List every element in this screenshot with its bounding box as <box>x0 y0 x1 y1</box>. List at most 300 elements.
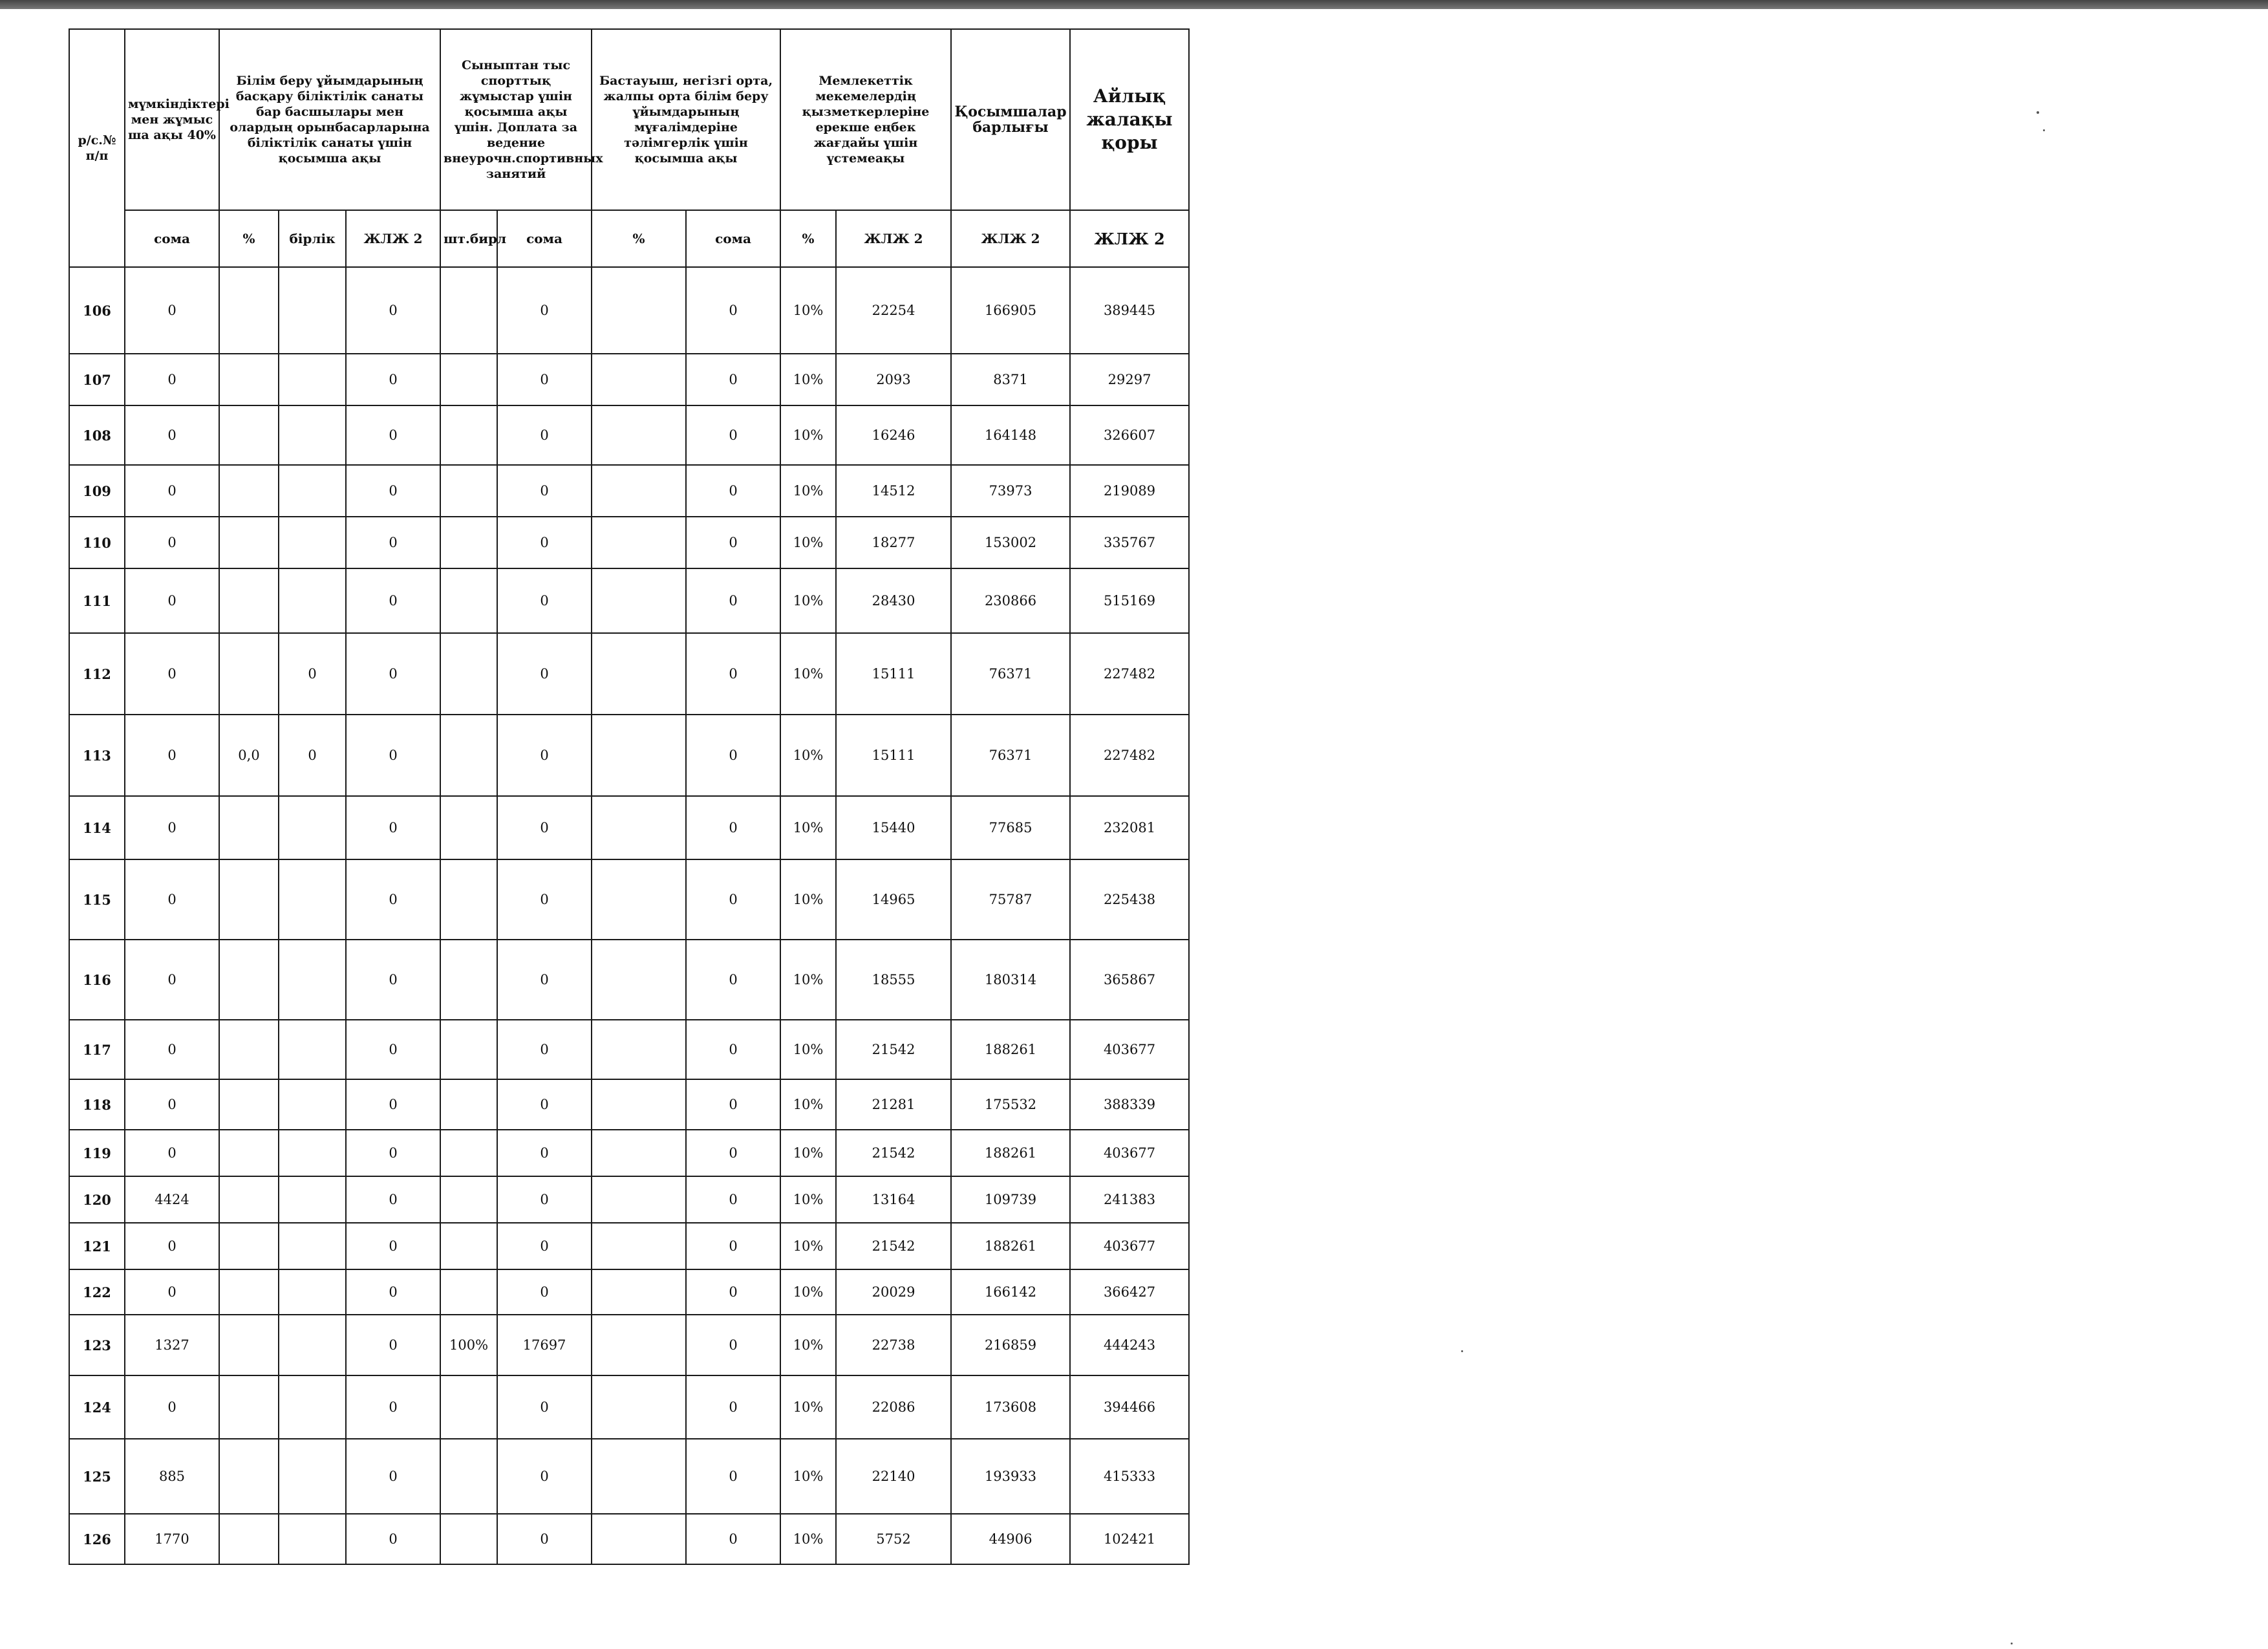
cell-d-sum: 0 <box>686 354 780 405</box>
cell-e-zhlzh: 14512 <box>836 465 951 517</box>
header-col-b: Білім беру ұйымдарының басқару біліктілік санаты бар басшылары мен олардың орынбасарларына біліктілік санаты үшін қосымша ақы <box>219 29 440 210</box>
cell-f-total: 73973 <box>951 465 1070 517</box>
cell-b-zhlzh: 0 <box>346 1269 440 1315</box>
cell-e-zhlzh: 14965 <box>836 859 951 940</box>
cell-d-sum: 0 <box>686 859 780 940</box>
cell-g-fund: 102421 <box>1070 1514 1189 1564</box>
cell-e-pct: 10% <box>780 1130 836 1176</box>
cell-d-pct <box>592 1020 686 1079</box>
cell-e-zhlzh: 22086 <box>836 1375 951 1439</box>
cell-c-unit <box>440 1514 497 1564</box>
cell-b-zhlzh: 0 <box>346 633 440 715</box>
table-row <box>69 715 1189 796</box>
cell-a-sum: 0 <box>125 715 219 796</box>
cell-c-unit <box>440 568 497 633</box>
table-row <box>69 1223 1189 1269</box>
cell-e-zhlzh: 15111 <box>836 715 951 796</box>
header-rownum: р/с.№ п/п <box>69 29 125 267</box>
cell-c-sum: 0 <box>497 267 592 354</box>
cell-f-total: 76371 <box>951 715 1070 796</box>
cell-c-sum: 0 <box>497 1079 592 1130</box>
header-col-f: Қосымшалар барлығы <box>951 29 1070 210</box>
cell-g-fund: 335767 <box>1070 517 1189 568</box>
cell-b-unit <box>279 1079 346 1130</box>
subheader-c-unit: шт.бирл <box>440 210 497 267</box>
cell-f-total: 230866 <box>951 568 1070 633</box>
cell-a-sum: 0 <box>125 1269 219 1315</box>
row-number: 124 <box>69 1375 125 1439</box>
cell-g-fund: 29297 <box>1070 354 1189 405</box>
cell-c-unit <box>440 1079 497 1130</box>
cell-g-fund: 219089 <box>1070 465 1189 517</box>
cell-b-zhlzh: 0 <box>346 465 440 517</box>
scan-speck <box>1461 1350 1463 1352</box>
cell-b-unit <box>279 568 346 633</box>
row-number: 123 <box>69 1315 125 1375</box>
table-row <box>69 633 1189 715</box>
cell-e-zhlzh: 18277 <box>836 517 951 568</box>
cell-c-unit <box>440 465 497 517</box>
cell-d-sum: 0 <box>686 796 780 859</box>
cell-d-sum: 0 <box>686 1375 780 1439</box>
cell-e-pct: 10% <box>780 465 836 517</box>
cell-c-sum: 0 <box>497 465 592 517</box>
cell-g-fund: 389445 <box>1070 267 1189 354</box>
cell-e-pct: 10% <box>780 633 836 715</box>
cell-c-sum: 0 <box>497 715 592 796</box>
subheader-f-zhlzh: ЖЛЖ 2 <box>951 210 1070 267</box>
cell-e-zhlzh: 5752 <box>836 1514 951 1564</box>
cell-d-pct <box>592 1079 686 1130</box>
cell-g-fund: 394466 <box>1070 1375 1189 1439</box>
table-row <box>69 859 1189 940</box>
cell-b-zhlzh: 0 <box>346 267 440 354</box>
cell-c-sum: 0 <box>497 1269 592 1315</box>
cell-b-pct <box>219 859 279 940</box>
cell-c-unit <box>440 267 497 354</box>
cell-b-zhlzh: 0 <box>346 796 440 859</box>
cell-d-pct <box>592 405 686 465</box>
cell-c-sum: 0 <box>497 1130 592 1176</box>
cell-f-total: 193933 <box>951 1439 1070 1514</box>
row-number: 111 <box>69 568 125 633</box>
cell-e-pct: 10% <box>780 1079 836 1130</box>
cell-d-pct <box>592 354 686 405</box>
cell-b-unit <box>279 1315 346 1375</box>
cell-c-sum: 0 <box>497 405 592 465</box>
cell-d-sum: 0 <box>686 1223 780 1269</box>
cell-e-pct: 10% <box>780 405 836 465</box>
cell-b-pct <box>219 267 279 354</box>
cell-e-pct: 10% <box>780 517 836 568</box>
cell-b-zhlzh: 0 <box>346 1514 440 1564</box>
cell-b-unit: 0 <box>279 633 346 715</box>
cell-e-pct: 10% <box>780 1020 836 1079</box>
table-row <box>69 1020 1189 1079</box>
cell-d-sum: 0 <box>686 1269 780 1315</box>
table-row <box>69 405 1189 465</box>
table-row <box>69 1375 1189 1439</box>
cell-c-unit <box>440 633 497 715</box>
cell-b-zhlzh: 0 <box>346 1130 440 1176</box>
cell-e-zhlzh: 15111 <box>836 633 951 715</box>
cell-d-pct <box>592 267 686 354</box>
cell-a-sum: 0 <box>125 1079 219 1130</box>
cell-d-sum: 0 <box>686 1130 780 1176</box>
subheader-b-unit: бірлік <box>279 210 346 267</box>
cell-d-pct <box>592 568 686 633</box>
cell-a-sum: 0 <box>125 796 219 859</box>
cell-b-pct <box>219 1020 279 1079</box>
cell-d-sum: 0 <box>686 940 780 1020</box>
cell-e-zhlzh: 16246 <box>836 405 951 465</box>
cell-b-pct <box>219 1223 279 1269</box>
row-number: 106 <box>69 267 125 354</box>
cell-b-pct <box>219 517 279 568</box>
cell-c-unit <box>440 354 497 405</box>
cell-d-sum: 0 <box>686 517 780 568</box>
cell-f-total: 164148 <box>951 405 1070 465</box>
cell-b-unit: 0 <box>279 715 346 796</box>
cell-g-fund: 225438 <box>1070 859 1189 940</box>
header-col-c: Сыныптан тыс спорттық жұмыстар үшін қосымша ақы үшін. Доплата за ведение внеурочн.спортивных занятий <box>440 29 592 210</box>
cell-g-fund: 388339 <box>1070 1079 1189 1130</box>
cell-f-total: 166905 <box>951 267 1070 354</box>
row-number: 109 <box>69 465 125 517</box>
cell-a-sum: 0 <box>125 633 219 715</box>
cell-c-unit <box>440 1130 497 1176</box>
cell-d-pct <box>592 517 686 568</box>
row-number: 108 <box>69 405 125 465</box>
header-col-d: Бастауыш, негізгі орта, жалпы орта білім беру ұйымдарының мұғалімдеріне тәлімгерлік үшін қосымша ақы <box>592 29 780 210</box>
table-row <box>69 517 1189 568</box>
cell-b-unit <box>279 1020 346 1079</box>
cell-c-sum: 0 <box>497 568 592 633</box>
cell-e-zhlzh: 22738 <box>836 1315 951 1375</box>
cell-c-unit <box>440 1439 497 1514</box>
cell-d-sum: 0 <box>686 405 780 465</box>
cell-f-total: 44906 <box>951 1514 1070 1564</box>
payroll-table <box>69 28 1190 1565</box>
cell-a-sum: 4424 <box>125 1176 219 1223</box>
cell-g-fund: 227482 <box>1070 633 1189 715</box>
cell-e-pct: 10% <box>780 568 836 633</box>
table-row <box>69 267 1189 354</box>
cell-c-unit <box>440 1269 497 1315</box>
subheader-b-zhlzh: ЖЛЖ 2 <box>346 210 440 267</box>
cell-a-sum: 0 <box>125 405 219 465</box>
cell-b-pct <box>219 1130 279 1176</box>
cell-a-sum: 0 <box>125 568 219 633</box>
cell-e-zhlzh: 21542 <box>836 1223 951 1269</box>
subheader-a-sum: сома <box>125 210 219 267</box>
cell-d-sum: 0 <box>686 267 780 354</box>
table-row <box>69 354 1189 405</box>
row-number: 113 <box>69 715 125 796</box>
row-number: 107 <box>69 354 125 405</box>
cell-a-sum: 885 <box>125 1439 219 1514</box>
cell-f-total: 188261 <box>951 1223 1070 1269</box>
cell-a-sum: 0 <box>125 859 219 940</box>
cell-g-fund: 415333 <box>1070 1439 1189 1514</box>
cell-d-pct <box>592 796 686 859</box>
cell-c-sum: 0 <box>497 1176 592 1223</box>
cell-d-pct <box>592 1223 686 1269</box>
cell-d-sum: 0 <box>686 1020 780 1079</box>
table-row <box>69 1079 1189 1130</box>
cell-e-pct: 10% <box>780 940 836 1020</box>
cell-b-pct <box>219 1439 279 1514</box>
cell-e-zhlzh: 22140 <box>836 1439 951 1514</box>
cell-c-unit <box>440 517 497 568</box>
cell-c-unit <box>440 405 497 465</box>
cell-b-unit <box>279 1130 346 1176</box>
cell-g-fund: 515169 <box>1070 568 1189 633</box>
cell-f-total: 188261 <box>951 1020 1070 1079</box>
cell-f-total: 153002 <box>951 517 1070 568</box>
cell-e-zhlzh: 15440 <box>836 796 951 859</box>
cell-b-zhlzh: 0 <box>346 405 440 465</box>
cell-c-sum: 0 <box>497 859 592 940</box>
cell-c-sum: 0 <box>497 796 592 859</box>
cell-d-pct <box>592 633 686 715</box>
table-row <box>69 1315 1189 1375</box>
cell-g-fund: 403677 <box>1070 1223 1189 1269</box>
cell-c-unit <box>440 796 497 859</box>
cell-e-zhlzh: 21281 <box>836 1079 951 1130</box>
cell-d-sum: 0 <box>686 568 780 633</box>
cell-f-total: 76371 <box>951 633 1070 715</box>
cell-d-sum: 0 <box>686 1176 780 1223</box>
cell-g-fund: 326607 <box>1070 405 1189 465</box>
cell-e-zhlzh: 21542 <box>836 1130 951 1176</box>
row-number: 115 <box>69 859 125 940</box>
cell-b-pct <box>219 1514 279 1564</box>
cell-b-pct <box>219 568 279 633</box>
header-col-e: Мемлекеттік мекемелердің қызметкерлеріне ерекше еңбек жағдайы үшін үстемеақы <box>780 29 951 210</box>
cell-b-zhlzh: 0 <box>346 1315 440 1375</box>
cell-f-total: 175532 <box>951 1079 1070 1130</box>
cell-f-total: 75787 <box>951 859 1070 940</box>
cell-d-sum: 0 <box>686 465 780 517</box>
cell-f-total: 8371 <box>951 354 1070 405</box>
cell-d-pct <box>592 859 686 940</box>
cell-g-fund: 365867 <box>1070 940 1189 1020</box>
cell-a-sum: 1770 <box>125 1514 219 1564</box>
cell-c-unit: 100% <box>440 1315 497 1375</box>
cell-c-sum: 0 <box>497 1020 592 1079</box>
cell-c-sum: 0 <box>497 1223 592 1269</box>
cell-b-zhlzh: 0 <box>346 1223 440 1269</box>
cell-b-zhlzh: 0 <box>346 1020 440 1079</box>
cell-e-pct: 10% <box>780 1514 836 1564</box>
cell-g-fund: 444243 <box>1070 1315 1189 1375</box>
cell-b-unit <box>279 1176 346 1223</box>
cell-d-pct <box>592 1439 686 1514</box>
cell-a-sum: 0 <box>125 1130 219 1176</box>
cell-b-pct <box>219 796 279 859</box>
cell-f-total: 77685 <box>951 796 1070 859</box>
cell-f-total: 188261 <box>951 1130 1070 1176</box>
cell-d-pct <box>592 1315 686 1375</box>
table-row <box>69 568 1189 633</box>
cell-e-pct: 10% <box>780 715 836 796</box>
cell-d-sum: 0 <box>686 1514 780 1564</box>
row-number: 119 <box>69 1130 125 1176</box>
cell-b-unit <box>279 1269 346 1315</box>
table-row <box>69 1514 1189 1564</box>
row-number: 125 <box>69 1439 125 1514</box>
subheader-c-sum: сома <box>497 210 592 267</box>
cell-a-sum: 0 <box>125 1375 219 1439</box>
cell-e-pct: 10% <box>780 1223 836 1269</box>
cell-d-sum: 0 <box>686 1439 780 1514</box>
cell-g-fund: 366427 <box>1070 1269 1189 1315</box>
cell-d-pct <box>592 1514 686 1564</box>
cell-e-pct: 10% <box>780 1269 836 1315</box>
header-col-a: мүмкіндіктері мен жұмыс ша ақы 40% <box>125 29 219 210</box>
cell-c-sum: 0 <box>497 354 592 405</box>
cell-f-total: 216859 <box>951 1315 1070 1375</box>
cell-b-pct <box>219 633 279 715</box>
row-number: 120 <box>69 1176 125 1223</box>
subheader-b-pct: % <box>219 210 279 267</box>
table-row <box>69 1439 1189 1514</box>
cell-e-pct: 10% <box>780 796 836 859</box>
cell-b-unit <box>279 1375 346 1439</box>
cell-e-pct: 10% <box>780 354 836 405</box>
row-number: 116 <box>69 940 125 1020</box>
cell-b-pct <box>219 465 279 517</box>
cell-b-unit <box>279 1514 346 1564</box>
table-row <box>69 1176 1189 1223</box>
cell-b-pct <box>219 405 279 465</box>
cell-b-zhlzh: 0 <box>346 568 440 633</box>
cell-a-sum: 0 <box>125 1223 219 1269</box>
header-col-g: Айлық жалақы қоры <box>1070 29 1189 210</box>
cell-g-fund: 232081 <box>1070 796 1189 859</box>
cell-a-sum: 0 <box>125 517 219 568</box>
cell-c-unit <box>440 715 497 796</box>
cell-b-pct <box>219 1315 279 1375</box>
cell-b-pct <box>219 940 279 1020</box>
cell-a-sum: 0 <box>125 267 219 354</box>
cell-e-zhlzh: 13164 <box>836 1176 951 1223</box>
cell-b-unit <box>279 465 346 517</box>
table-row <box>69 1130 1189 1176</box>
cell-c-unit <box>440 940 497 1020</box>
cell-c-unit <box>440 1176 497 1223</box>
cell-c-unit <box>440 1020 497 1079</box>
table-row <box>69 796 1189 859</box>
cell-a-sum: 1327 <box>125 1315 219 1375</box>
cell-c-sum: 17697 <box>497 1315 592 1375</box>
cell-d-sum: 0 <box>686 1315 780 1375</box>
cell-c-sum: 0 <box>497 1439 592 1514</box>
cell-e-pct: 10% <box>780 1315 836 1375</box>
scan-speck <box>2043 129 2045 131</box>
row-number: 118 <box>69 1079 125 1130</box>
cell-e-zhlzh: 21542 <box>836 1020 951 1079</box>
cell-b-unit <box>279 859 346 940</box>
cell-e-pct: 10% <box>780 859 836 940</box>
cell-a-sum: 0 <box>125 940 219 1020</box>
cell-f-total: 109739 <box>951 1176 1070 1223</box>
cell-b-unit <box>279 940 346 1020</box>
cell-d-pct <box>592 1375 686 1439</box>
cell-e-zhlzh: 2093 <box>836 354 951 405</box>
cell-b-pct <box>219 1269 279 1315</box>
cell-b-zhlzh: 0 <box>346 715 440 796</box>
table-row <box>69 940 1189 1020</box>
cell-b-zhlzh: 0 <box>346 1079 440 1130</box>
cell-a-sum: 0 <box>125 1020 219 1079</box>
cell-b-zhlzh: 0 <box>346 940 440 1020</box>
cell-c-sum: 0 <box>497 517 592 568</box>
row-number: 126 <box>69 1514 125 1564</box>
row-number: 121 <box>69 1223 125 1269</box>
cell-f-total: 166142 <box>951 1269 1070 1315</box>
cell-b-unit <box>279 354 346 405</box>
cell-b-unit <box>279 517 346 568</box>
subheader-d-sum: сома <box>686 210 780 267</box>
row-number: 117 <box>69 1020 125 1079</box>
cell-b-pct <box>219 1079 279 1130</box>
cell-g-fund: 403677 <box>1070 1130 1189 1176</box>
cell-d-pct <box>592 940 686 1020</box>
row-number: 114 <box>69 796 125 859</box>
cell-e-zhlzh: 20029 <box>836 1269 951 1315</box>
cell-d-pct <box>592 1130 686 1176</box>
cell-g-fund: 403677 <box>1070 1020 1189 1079</box>
cell-d-pct <box>592 1269 686 1315</box>
cell-c-sum: 0 <box>497 940 592 1020</box>
cell-c-sum: 0 <box>497 1375 592 1439</box>
cell-e-pct: 10% <box>780 1176 836 1223</box>
scan-speck <box>2037 111 2039 114</box>
cell-g-fund: 241383 <box>1070 1176 1189 1223</box>
cell-c-unit <box>440 1375 497 1439</box>
row-number: 110 <box>69 517 125 568</box>
payroll-body <box>69 267 1189 1564</box>
cell-d-pct <box>592 465 686 517</box>
cell-b-pct <box>219 354 279 405</box>
cell-c-sum: 0 <box>497 1514 592 1564</box>
cell-e-zhlzh: 28430 <box>836 568 951 633</box>
cell-b-zhlzh: 0 <box>346 1176 440 1223</box>
cell-d-pct <box>592 1176 686 1223</box>
cell-b-unit <box>279 1439 346 1514</box>
cell-c-unit <box>440 1223 497 1269</box>
scan-edge <box>0 0 2268 9</box>
cell-e-zhlzh: 22254 <box>836 267 951 354</box>
cell-b-zhlzh: 0 <box>346 354 440 405</box>
cell-b-zhlzh: 0 <box>346 859 440 940</box>
cell-b-unit <box>279 1223 346 1269</box>
cell-g-fund: 227482 <box>1070 715 1189 796</box>
cell-b-unit <box>279 405 346 465</box>
cell-b-zhlzh: 0 <box>346 1375 440 1439</box>
cell-f-total: 173608 <box>951 1375 1070 1439</box>
table-row <box>69 465 1189 517</box>
cell-e-pct: 10% <box>780 1439 836 1514</box>
subheader-e-pct: % <box>780 210 836 267</box>
cell-b-unit <box>279 267 346 354</box>
row-number: 122 <box>69 1269 125 1315</box>
cell-d-sum: 0 <box>686 715 780 796</box>
cell-a-sum: 0 <box>125 465 219 517</box>
subheader-d-pct: % <box>592 210 686 267</box>
